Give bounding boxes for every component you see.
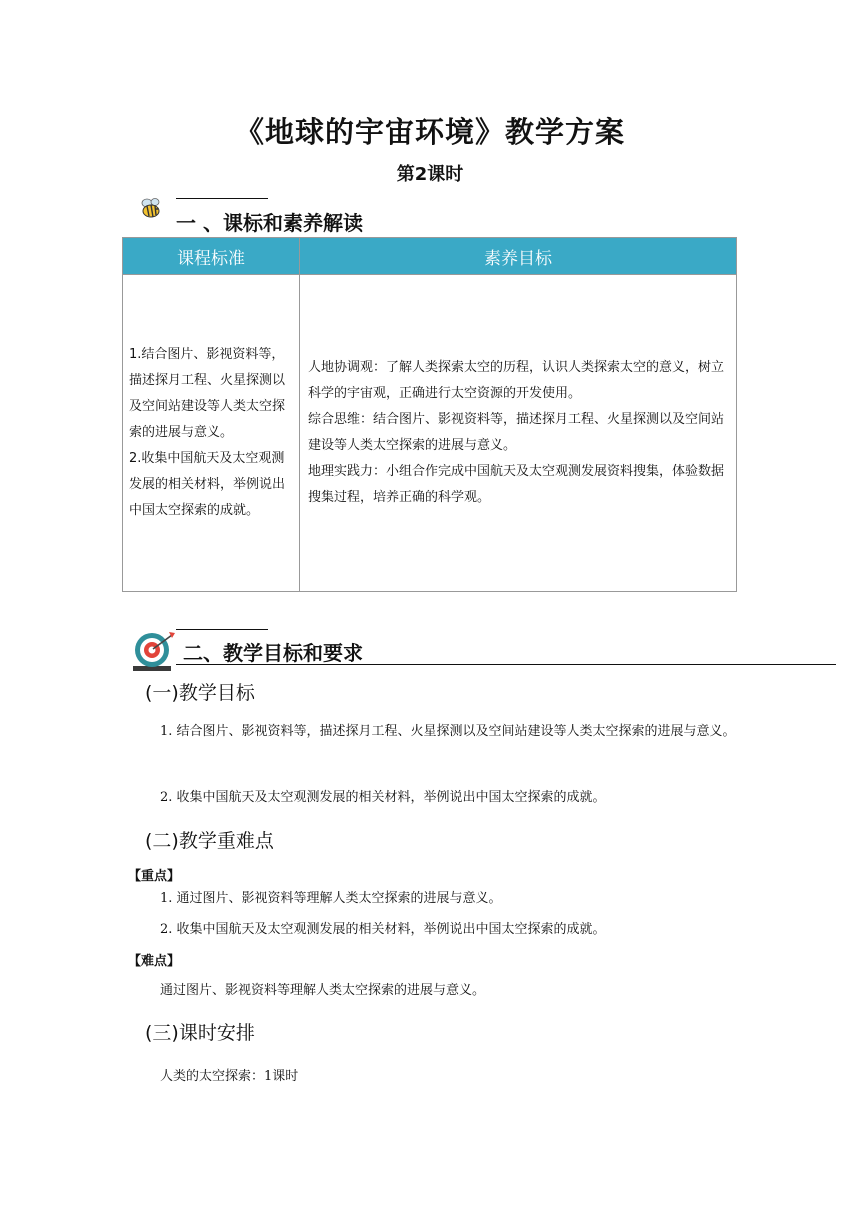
key-point-item: 1. 通过图片、影视资料等理解人类太空探索的进展与意义。 [160,891,502,906]
target-icon [131,630,177,676]
goals-cell [300,275,737,592]
section-2-heading: 二、教学目标和要求 [183,641,363,665]
key-point-item: 2. 收集中国航天及太空观测发展的相关材料，举例说出中国太空探索的成就。 [160,922,606,937]
document-subtitle: 第2课时 [396,164,464,185]
schedule-text: 人类的太空探索：1课时 [160,1069,299,1084]
key-points-label: 【重点】 [128,869,181,884]
table-header-goals: 素养目标 [300,238,737,275]
subsection-heading-objectives: (一)教学目标 [145,682,255,704]
difficult-point-text: 通过图片、影视资料等理解人类太空探索的进展与意义。 [160,983,486,998]
difficult-points-label: 【难点】 [128,954,181,969]
standards-table [122,237,737,592]
objective-item: 2. 收集中国航天及太空观测发展的相关材料，举例说出中国太空探索的成就。 [160,790,606,805]
document-title: 《地球的宇宙环境》教学方案 [234,115,625,149]
standard-item: 1.结合图片、影视资料等，描述探月工程、火星探测以及空间站建设等人类太空探索的进展与意义。 [129,347,286,440]
standards-cell [123,275,300,592]
bee-icon [138,196,164,226]
table-header-standards: 课程标准 [123,238,300,275]
goal-item: 地理实践力：小组合作完成中国航天及太空观测发展资料搜集，体验数据搜集过程，培养正确的科学观。 [308,464,725,505]
goal-item: 综合思维：结合图片、影视资料等，描述探月工程、火星探测以及空间站建设等人类太空探索的进展与意义。 [308,412,725,453]
section-1-heading: 一 、课标和素养解读 [176,211,363,235]
subsection-heading-schedule: (三)课时安排 [145,1022,255,1044]
goal-item: 人地协调观：了解人类探索太空的历程，认识人类探索太空的意义，树立科学的宇宙观，正确进行太空资源的开发使用。 [308,360,725,401]
standard-item: 2.收集中国航天及太空观测发展的相关材料，举例说出中国太空探索的成就。 [129,451,286,518]
subsection-heading-key-points: (二)教学重难点 [145,830,274,852]
section-divider-short [176,198,268,199]
section-divider-short [176,629,268,630]
objective-item: 1. 结合图片、影视资料等，描述探月工程、火星探测以及空间站建设等人类太空探索的进展与意义。 [160,724,736,739]
